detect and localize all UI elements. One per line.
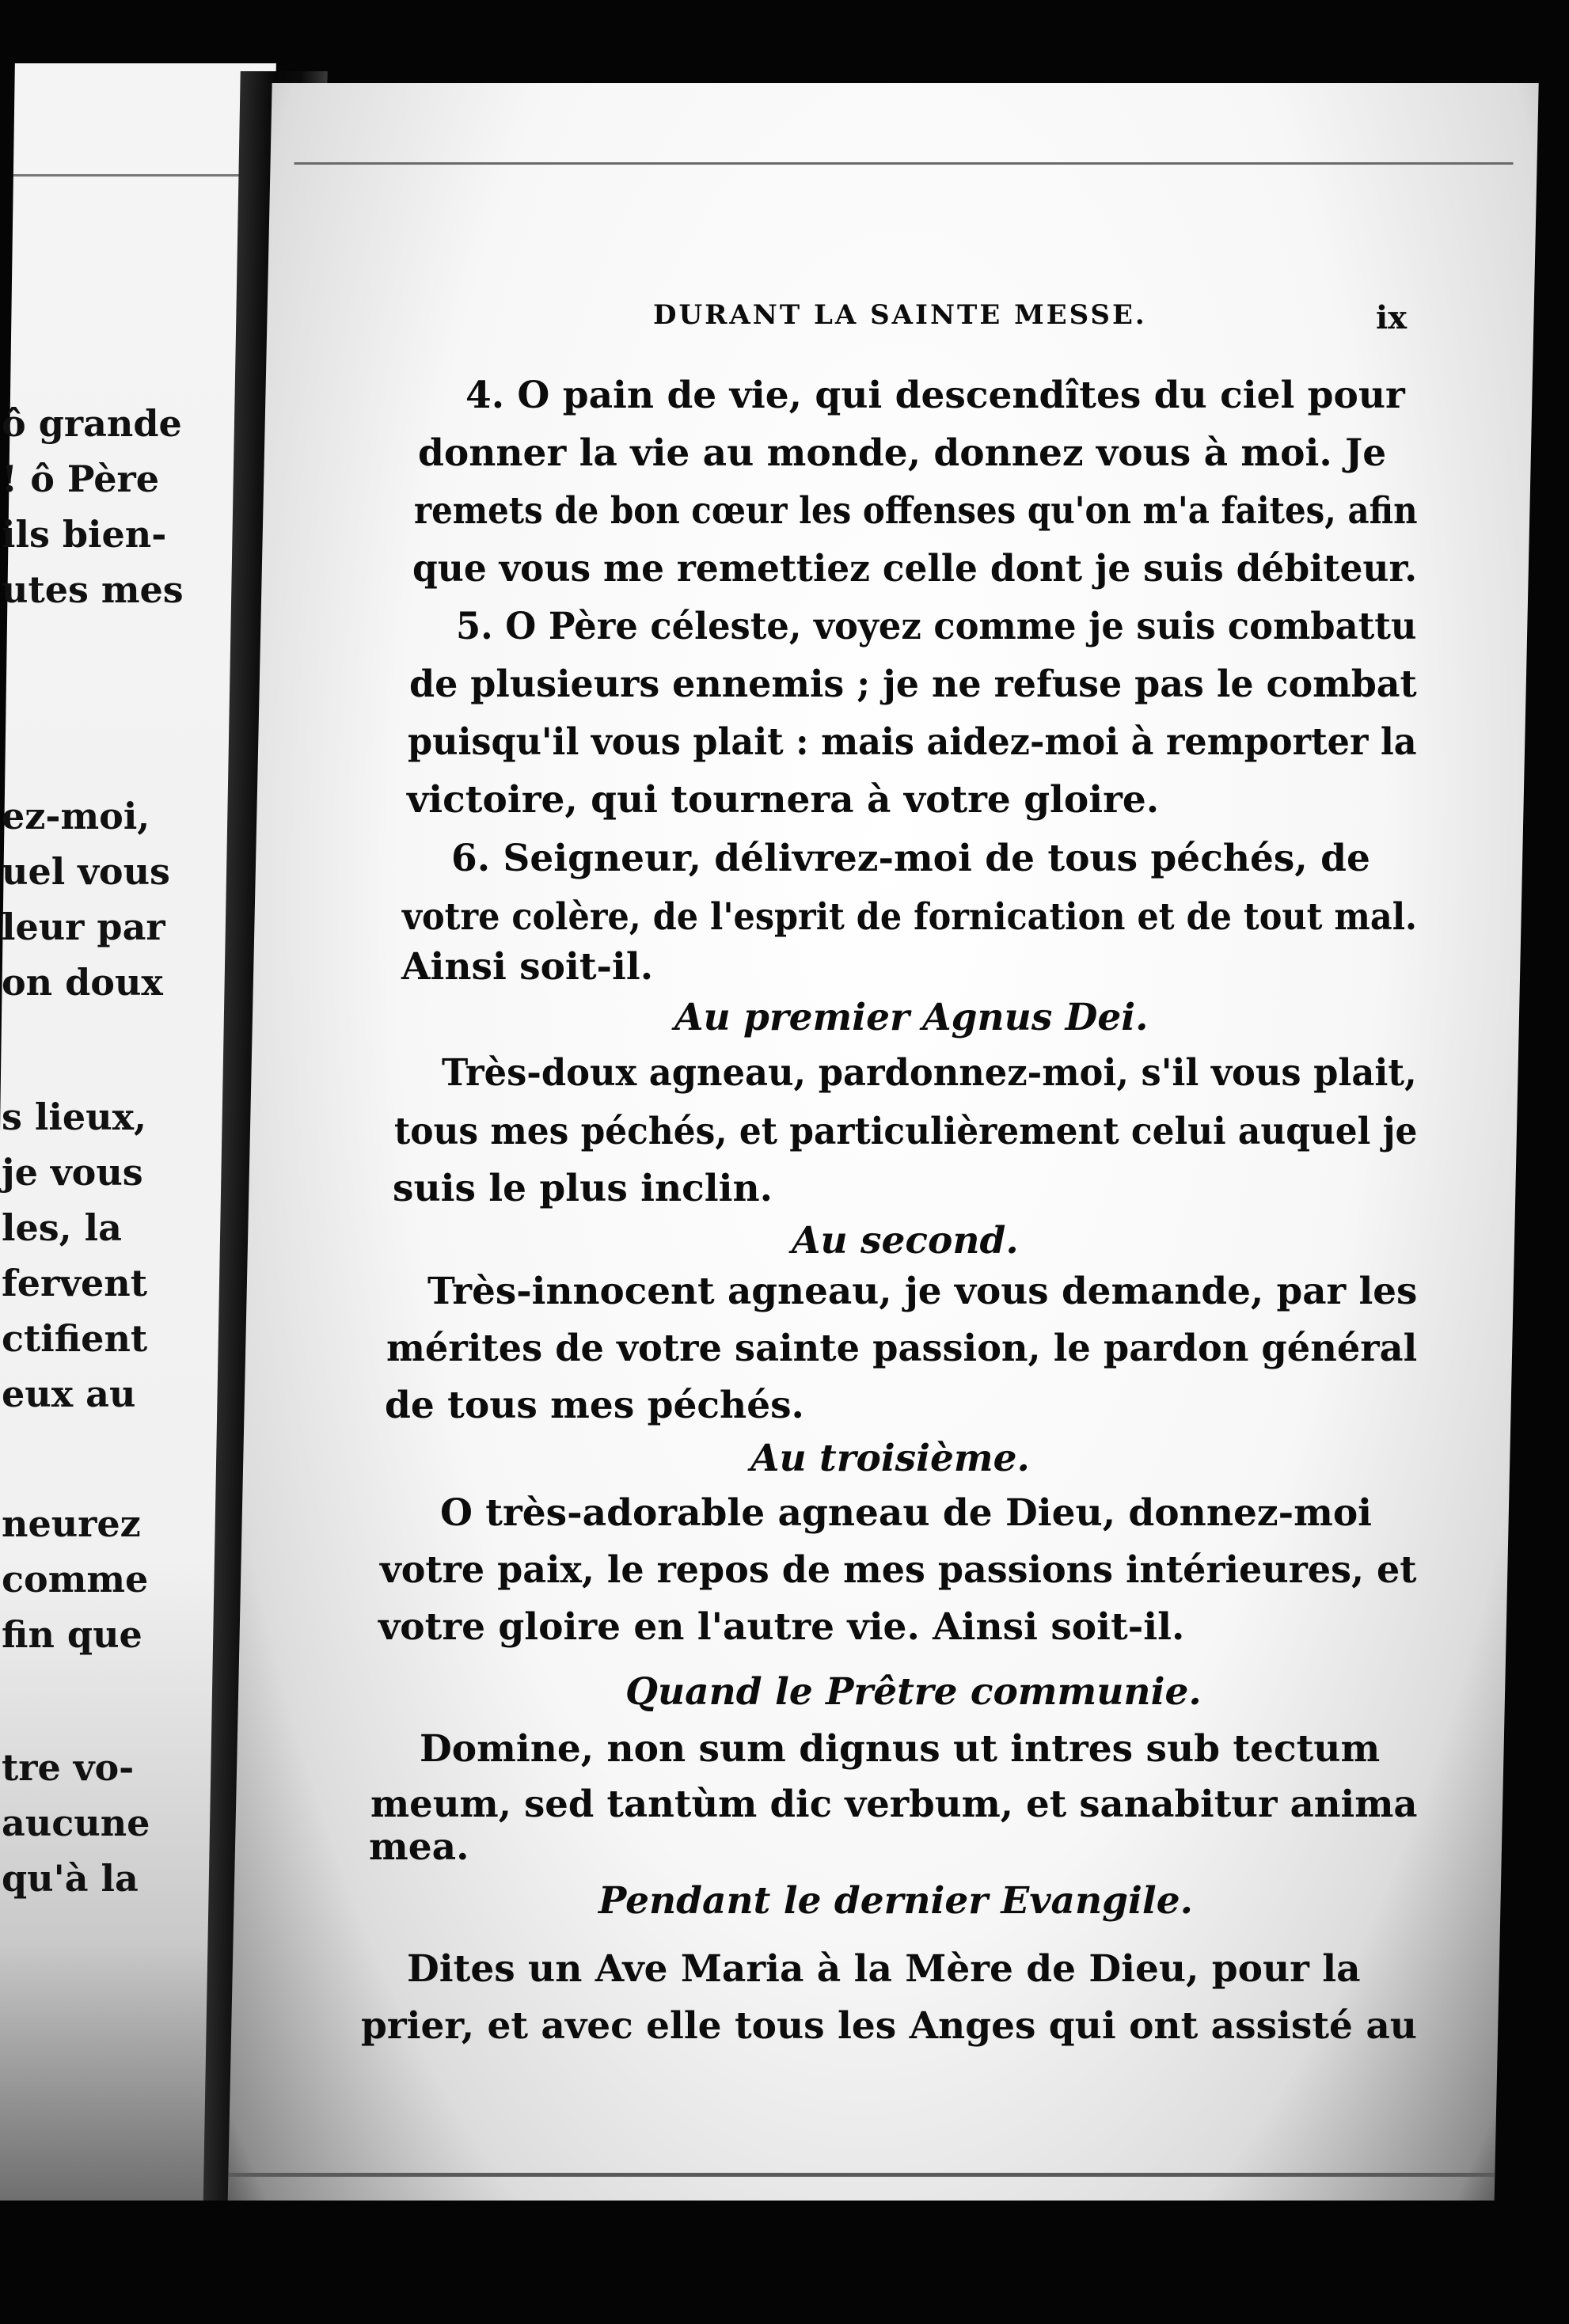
facing-line: ils bien- — [2, 513, 167, 556]
facing-line: comme — [2, 1558, 149, 1601]
section-heading: Au troisième. — [750, 1437, 1030, 1480]
text-line: Très-doux agneau, pardonnez-moi, s'il vous plait, — [442, 1051, 1417, 1095]
text-line: meum, sed tantùm dic verbum, et sanabitur anima — [370, 1783, 1418, 1826]
section-heading: Au second. — [792, 1219, 1019, 1263]
facing-line: ctifient — [2, 1317, 148, 1360]
text-line: prier, et avec elle tous les Anges qui ont assisté au — [361, 2004, 1417, 2048]
scan-bottom-edge — [0, 2201, 1569, 2324]
facing-line: s lieux, — [2, 1096, 147, 1138]
text-line: Ainsi soit-il. — [401, 945, 654, 989]
facing-line: je vous — [2, 1151, 143, 1194]
text-line: victoire, qui tournera à votre gloire. — [407, 778, 1160, 822]
text-line: puisqu'il vous plait : mais aidez-moi à remporter la — [408, 720, 1417, 764]
text-line: Dites un Ave Maria à la Mère de Dieu, pour la — [407, 1947, 1361, 1991]
facing-line: neurez — [2, 1502, 141, 1545]
text-line: mérites de votre sainte passion, le pardon général — [386, 1327, 1418, 1370]
facing-line: on doux — [2, 961, 163, 1004]
text-line: Très-innocent agneau, je vous demande, par les — [427, 1270, 1418, 1313]
facing-line: fin que — [2, 1613, 142, 1656]
facing-line: les, la — [2, 1206, 122, 1249]
text-line: tous mes péchés, et particulièrement celui auquel je — [394, 1110, 1418, 1153]
text-line: 4. O pain de vie, qui descendîtes du ciel pour — [465, 374, 1405, 417]
facing-line: leur par — [2, 906, 165, 948]
text-line: 5. O Père céleste, voyez comme je suis combattu — [456, 605, 1417, 648]
text-line: votre colère, de l'esprit de fornication et de tout mal. — [402, 895, 1417, 939]
facing-line: qu'à la — [2, 1857, 139, 1900]
text-line: 6. Seigneur, délivrez-moi de tous péchés, de — [451, 837, 1370, 880]
facing-line: tre vo- — [2, 1746, 135, 1789]
facing-line: ô grande — [2, 402, 182, 445]
text-line: votre paix, le repos de mes passions intérieures, et — [380, 1548, 1417, 1592]
facing-line: aucune — [2, 1802, 150, 1844]
facing-line: fervent — [2, 1262, 147, 1304]
facing-line: uel vous — [2, 850, 170, 893]
section-heading: Quand le Prêtre communie. — [625, 1670, 1202, 1714]
section-heading: Au premier Agnus Dei. — [674, 996, 1149, 1039]
text-line: de tous mes péchés. — [385, 1384, 804, 1427]
text-line: de plusieurs ennemis ; je ne refuse pas le combat — [409, 663, 1417, 706]
facing-line: eux au — [2, 1373, 136, 1415]
text-line: suis le plus inclin. — [393, 1167, 773, 1210]
text-line: que vous me remettiez celle dont je suis débiteur. — [412, 547, 1418, 590]
section-heading: Pendant le dernier Evangile. — [598, 1879, 1194, 1923]
facing-line: ! ô Père — [2, 458, 160, 500]
text-line: O très-adorable agneau de Dieu, donnez-moi — [440, 1491, 1373, 1535]
text-line: donner la vie au monde, donnez vous à moi. Je — [418, 431, 1387, 475]
facing-line: utes mes — [2, 568, 184, 611]
text-line: remets de bon cœur les offenses qu'on m'a faites, afin — [414, 489, 1418, 533]
facing-line: ez-moi, — [2, 795, 150, 837]
text-line: Domine, non sum dignus ut intres sub tectum — [420, 1727, 1381, 1771]
running-header: DURANT LA SAINTE MESSE. — [653, 299, 1147, 331]
text-line: mea. — [369, 1825, 469, 1869]
text-line: votre gloire en l'autre vie. Ainsi soit-il. — [378, 1605, 1185, 1649]
page-number: ix — [1376, 299, 1408, 336]
